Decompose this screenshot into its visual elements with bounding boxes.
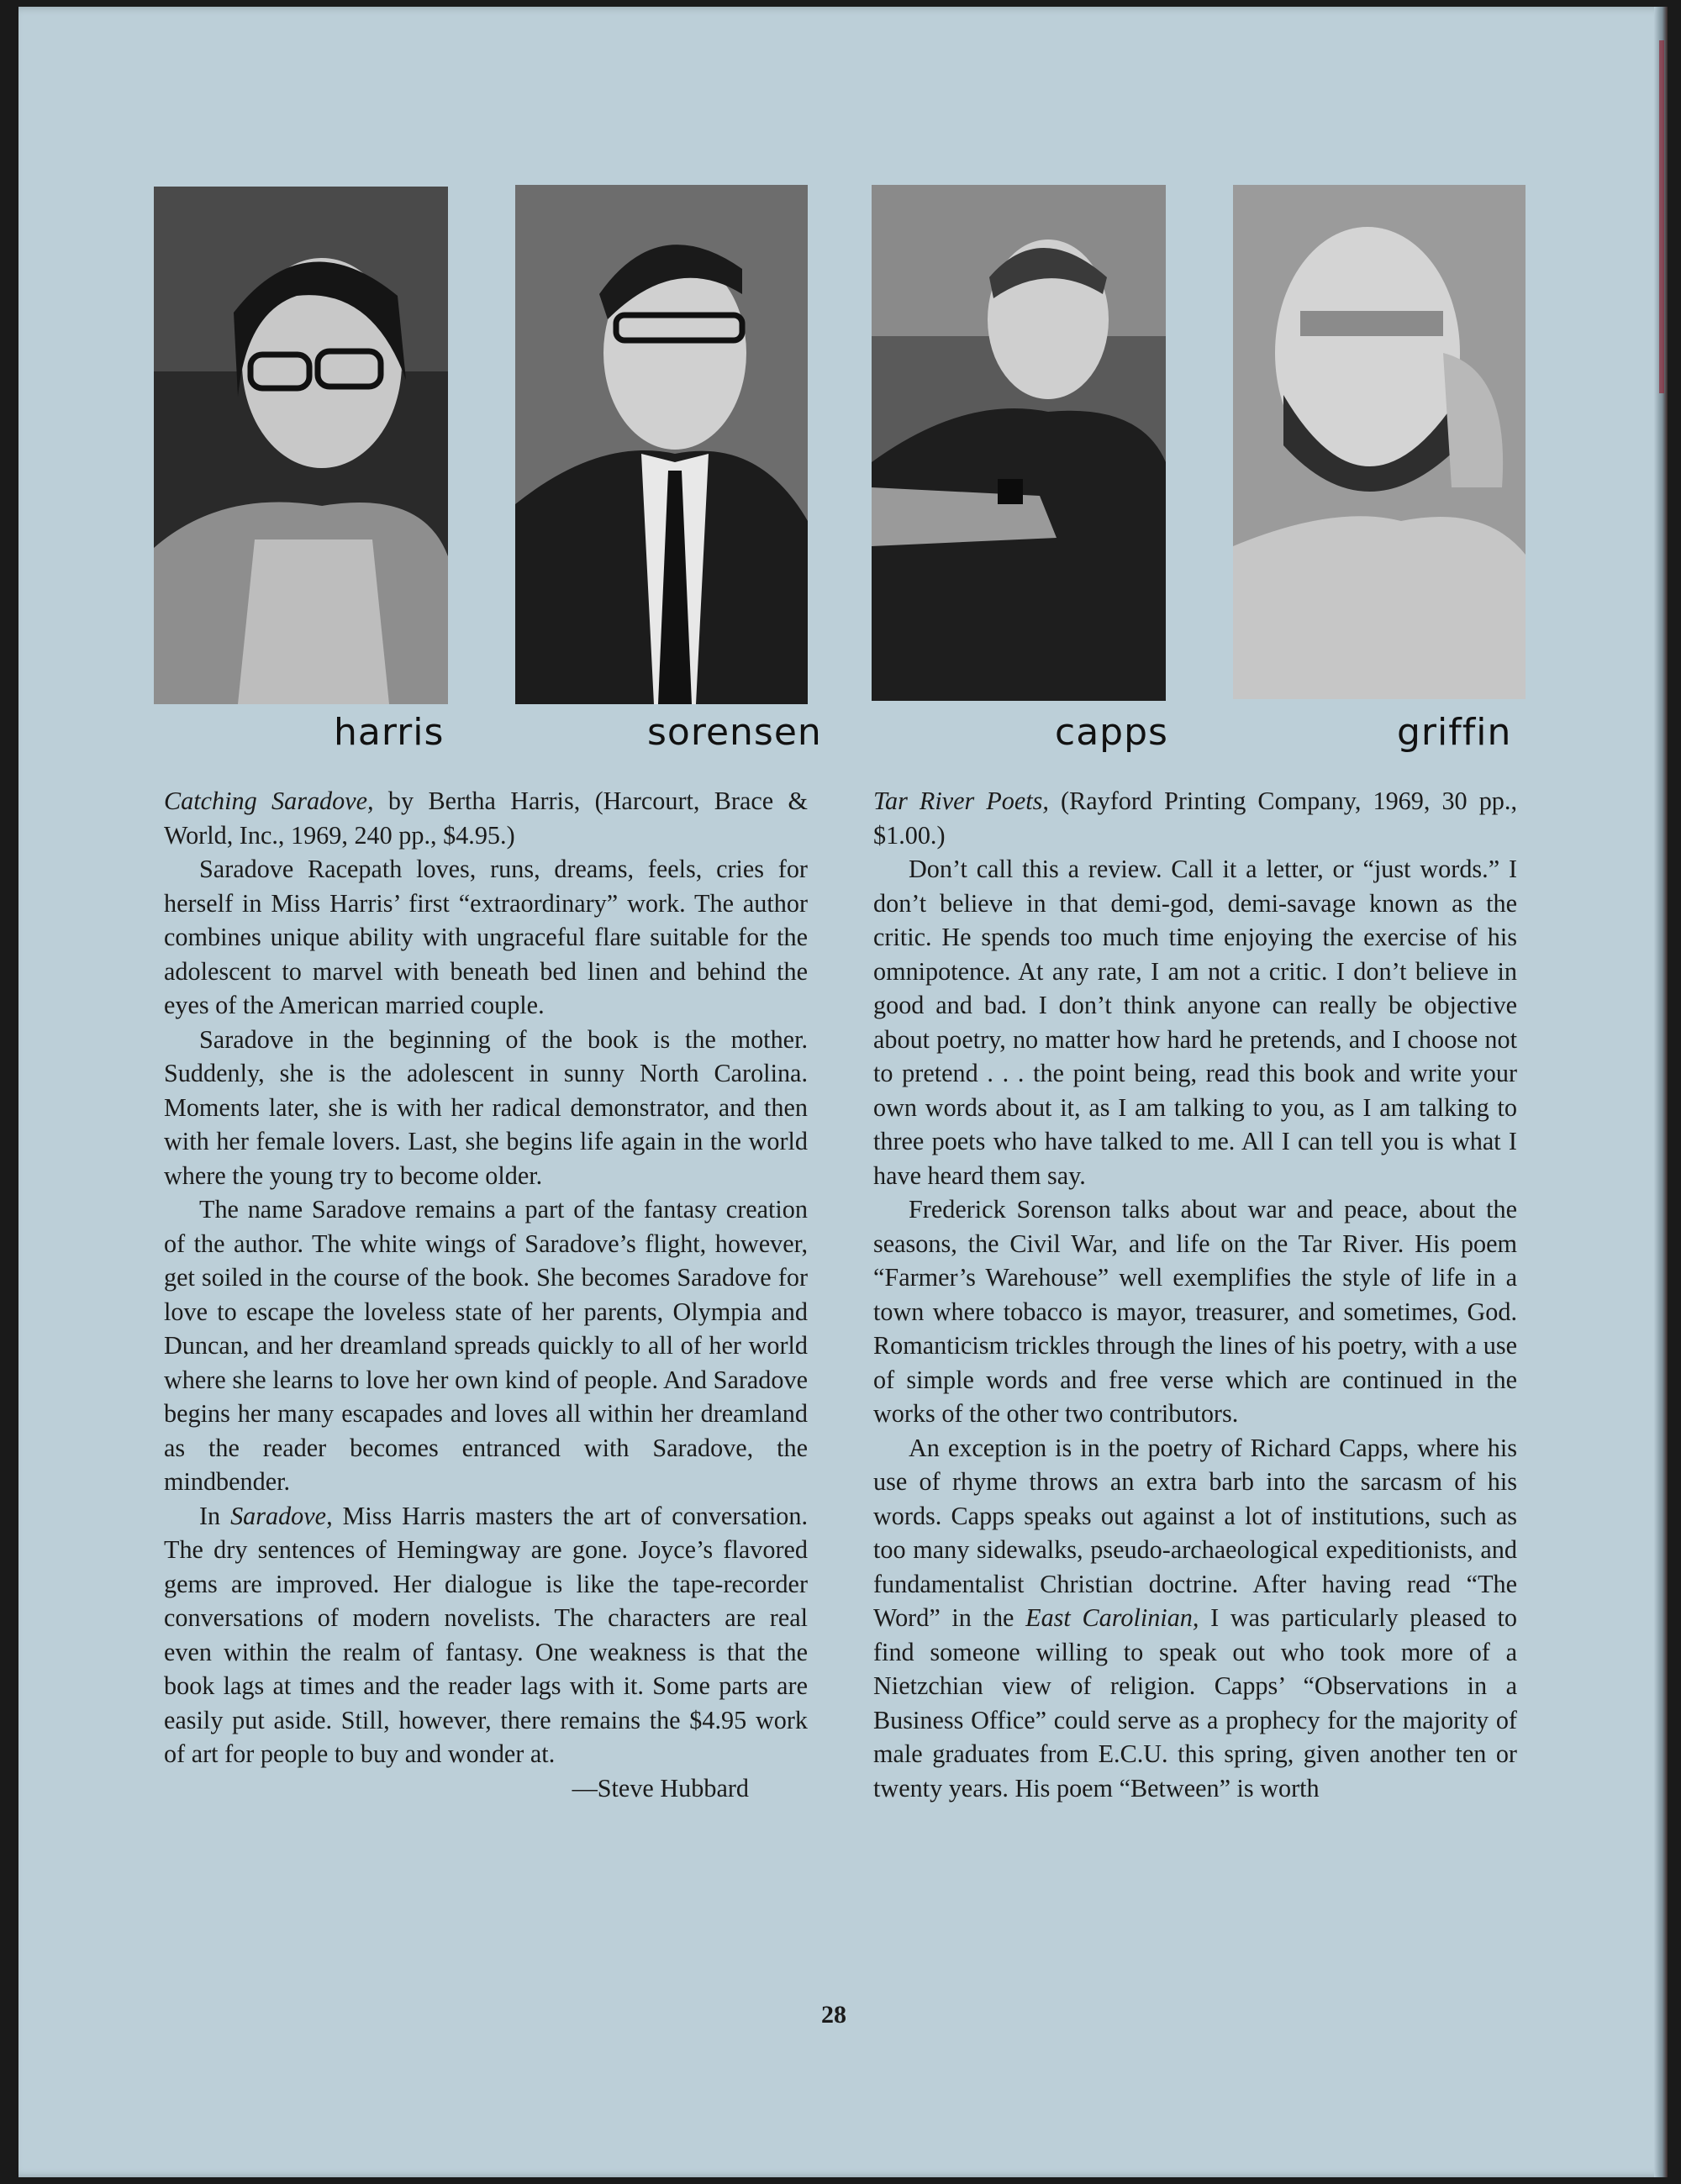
book-title: Catching Saradove, <box>164 787 374 815</box>
caption-sorensen: sorensen <box>647 711 822 754</box>
left-column-review <box>164 784 808 1805</box>
magazine-page <box>18 7 1668 2177</box>
publication-title: East Carolinian, <box>1025 1603 1199 1632</box>
text-run: Miss Harris masters the art of conversation. The dry sentences of Hemingway are gone. Joyce’s flavored gems are improved. Her dialogue is like the tape-recorder conversations of modern novelists. The characters are real even within the realm of fantasy. One weakness is that the book lags at times and the reader lags with it. Some parts are easily put aside. Still, however, there remains the $4.95 work of art for people to buy and wonder at. <box>164 1501 808 1768</box>
caption-griffin: griffin <box>1397 711 1512 754</box>
right-column-review <box>873 784 1517 1805</box>
book-details: by Bertha Harris, (Harcourt, Brace & World, Inc., 1969, 240 pp., $4.95.) <box>164 787 808 850</box>
text-run: An exception is in the poetry of Richard Capps, where his use of rhyme throws an extra barb into the sarcasm of his words. Capps speaks out against a lot of institutions, such as too many sidewalks, pseudo-archaeological expeditionists, and fundamentalist Christian doctrine. After having read “The Word” in the <box>873 1433 1517 1632</box>
paragraph: Don’t call this a review. Call it a letter, or “just words.” I don’t believe in that demi-god, demi-savage known as the critic. He spends too much time enjoying the exercise of his omnipotence. At any rate, I am not a critic. I don’t believe in good and bad. I don’t think anyone can really be objective about poetry, no matter how hard he pretends, and I choose not to pretend . . . the point being, read this book and write your own words about it, as I am talking to you, as I am talking to three poets who have talked to me. All I can tell you is what I have heard them say. <box>873 855 1517 1190</box>
review-heading <box>873 784 1517 852</box>
review-signature: —Steve Hubbard <box>572 1773 749 1802</box>
paragraph <box>164 1499 808 1771</box>
paragraph: Saradove in the beginning of the book is the mother. Suddenly, she is the adolescent in sunny North Carolina. Moments later, she is with her radical demonstrator, and then with her female lovers. Last, she begins life again in the world where the young try to become older. <box>164 1024 808 1190</box>
paragraph: Frederick Sorenson talks about war and peace, about the seasons, the Civil War, and life on the Tar River. His poem “Farmer’s Warehouse” well exemplifies the style of life in a town where tobacco is mayor, treasurer, and sometimes, God. Romanticism trickles through the lines of his poetry, with a use of simple words and free verse which are continued in the works of the other two contributors. <box>873 1195 1517 1428</box>
text-run: In <box>199 1501 231 1530</box>
book-title: Tar River Poets, <box>873 787 1049 815</box>
portrait-man-smiling-icon <box>872 185 1166 701</box>
photo-capps <box>872 185 1166 701</box>
review-heading <box>164 784 808 852</box>
paragraph <box>873 1431 1517 1806</box>
photo-harris <box>154 187 448 704</box>
portrait-man-glasses-icon <box>515 185 808 704</box>
text-run: I was particularly pleased to find someone willing to speak out who took more of a Nietzchian view of religion. Capps’ “Observations in a Business Office” could serve as a prophecy for the majority of male graduates from E.C.U. this spring, given another ten or twenty years. His poem “Between” is worth <box>873 1603 1517 1802</box>
caption-capps: capps <box>1055 711 1168 754</box>
portrait-bearded-man-icon <box>1233 185 1526 699</box>
binding-edge <box>1659 40 1664 393</box>
book-details: (Rayford Printing Company, 1969, 30 pp., $1.00.) <box>873 787 1517 850</box>
caption-harris: harris <box>334 711 445 754</box>
book-title: Saradove, <box>230 1501 333 1530</box>
photo-griffin <box>1233 185 1526 699</box>
portrait-woman-glasses-icon <box>154 187 448 704</box>
paragraph: The name Saradove remains a part of the fantasy creation of the author. The white wings of Saradove’s flight, however, get soiled in the course of the book. She becomes Saradove for love to escape the loveless state of her parents, Olympia and Duncan, and her dreamland spreads quickly to all of her world where she learns to love her own kind of people. And Saradove begins her many escapades and loves all within her dreamland as the reader becomes entranced with Saradove, the mindbender. <box>164 1195 808 1496</box>
paragraph: Saradove Racepath loves, runs, dreams, feels, cries for herself in Miss Harris’ first “extraordinary” work. The author combines unique ability with ungraceful flare suitable for the adolescent to marvel with beneath bed linen and behind the eyes of the American married couple. <box>164 855 808 1019</box>
photo-sorensen <box>515 185 808 704</box>
page-number: 28 <box>821 2001 846 2029</box>
